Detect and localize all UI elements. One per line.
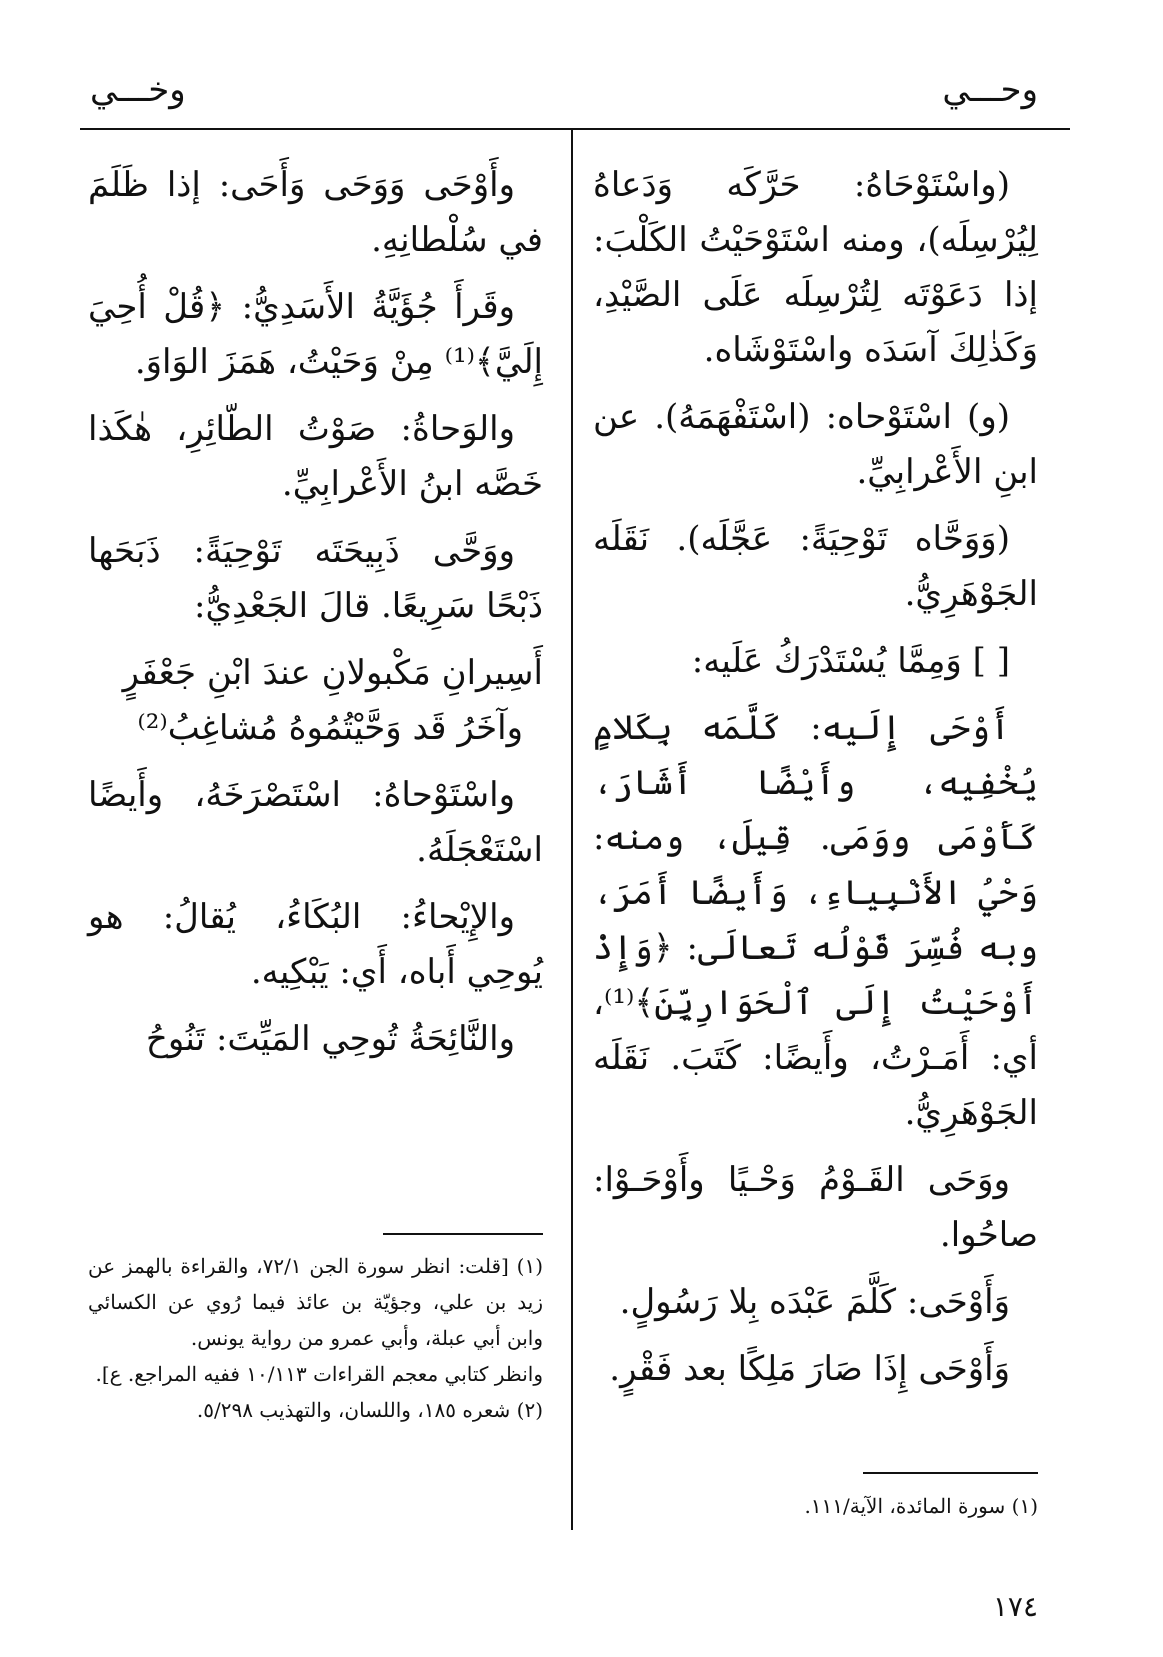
entry-paragraph: والنَّائِحَةُ تُوحِي المَيِّتَ: تَنُوحُ: [145, 1019, 515, 1059]
page-number: ١٧٤: [992, 1590, 1038, 1623]
entry-paragraph: (وَوَحَّاه تَوْحِيَةً: عَجَّلَه). نَقَلَه الجَوْهَرِيُّ.: [593, 519, 1038, 614]
running-header-left: وخـــي: [90, 70, 186, 110]
entry-paragraph: واسْتَوْحاهُ: اسْتَصْرَخَهُ، وأَيضًا اسْتَعْجَلَهُ.: [88, 775, 543, 870]
verse-line: أَسِيرانِ مَكْبولانِ عندَ ابْنِ جَعْفَرٍ: [122, 653, 543, 693]
entry-paragraph: والإِيْحاءُ: البُكَاءُ، يُقالُ: هو يُوحِي أَباه، أَي: يَبْكِيه.: [88, 897, 543, 992]
entry-paragraph: (و) اسْتَوْحاه: (اسْتَفْهَمَهُ). عن ابنِ الأَعْرابِيِّ.: [593, 397, 1038, 492]
entry-paragraph: وأَوْحَى وَوَحَى وَأَحَى: إذا ظَلَمَ في سُلْطانِهِ.: [88, 165, 543, 260]
footnote: (٢) شعره ١٨٥، واللسان، والتهذيب ٥/٢٩٨.: [196, 1398, 543, 1422]
right-column: [593, 158, 1038, 1409]
entry-paragraph: أَوْحَى إِلَيه: كَلَّمَه بِكَلامٍ يُخْفِيه، وأَيْضًا أَشَارَ، كَأَوْمَى ووَمَى. قِيلَ، ومنه: وَحْيُ الأَنْبِياءِ، وَأَيضًا أَمَرَ، وبه فُسِّرَ قَوْلُه تَعالَى: ﴿وَإِذْ أَوْحَيْتُ إِلَى ٱلْحَوَارِيِّنَ﴾⁽¹⁾، أي: أَمَـرْتُ، وأَيضًا: كَتَبَ. نَقَلَه الجَوْهَرِيُّ.: [593, 708, 1038, 1133]
footnote: (١) [قلت: انظر سورة الجن ٧٢/١، والقراءة بالهمز عن زيد بن علي، وجؤيّة بن عائذ فيما رُوي عن الكسائي وابن أبي عبلة، وأبي عمرو من رواية يونس.: [88, 1254, 543, 1350]
entry-paragraph: ووَحَّى ذَبِيحَتَه تَوْحِيَةً: ذَبَحَها ذَبْحًا سَرِيعًا. قالَ الجَعْدِيُّ:: [88, 531, 543, 626]
footnote: وانظر كتابي معجم القراءات ١٠/١١٣ ففيه المراجع. ع].: [95, 1362, 543, 1386]
entry-paragraph: ووَحَى القَـوْمُ وَحْـيًا وأَوْحَـوْا: صاحُوا.: [593, 1160, 1038, 1255]
running-header-right: وحـــي: [942, 70, 1038, 110]
entry-paragraph: وقَرأَ جُؤَيَّةُ الأَسَدِيُّ: ﴿قُلْ أُحِيَ إِلَيَّ﴾⁽¹⁾ مِنْ وَحَيْتُ، هَمَزَ الوَاوَ.: [88, 287, 543, 382]
entry-paragraph: وَأَوْحَى إِذَا صَارَ مَلِكًا بعد فَقْرٍ.: [609, 1349, 1010, 1389]
entry-paragraph: (واسْتَوْحَاهُ: حَرَّكَه وَدَعاهُ لِيُرْسِلَه)، ومنه اسْتَوْحَيْتُ الكَلْبَ: إذا دَعَوْتَه لِتُرْسِلَه عَلَى الصَّيْدِ، وَكَذٰلِكَ آسَدَه واسْتَوْشَاه.: [593, 165, 1038, 370]
footnotes-right: [593, 1488, 1038, 1524]
entry-paragraph: والوَحاةُ: صَوْتُ الطّائِرِ، هٰكَذا خَصَّه ابنُ الأَعْرابِيِّ.: [88, 409, 543, 504]
footnote-rule-left: [383, 1233, 543, 1235]
column-divider: [571, 130, 573, 1530]
left-column: [88, 158, 543, 1079]
entry-paragraph: [ ] وَمِمَّا يُسْتَدْرَكُ عَلَيه:: [691, 641, 1010, 681]
verse-line: وآخَرُ قَد وَحَّيْتُمُوهُ مُشاغِبُ⁽²⁾: [137, 708, 523, 748]
footnote-rule-right: [863, 1472, 1038, 1474]
footnote: (١) سورة المائدة، الآية/١١١.: [804, 1494, 1038, 1518]
header-rule: [80, 128, 1070, 130]
entry-paragraph: وَأَوْحَى: كَلَّمَ عَبْدَه بِلا رَسُولٍ.: [619, 1282, 1010, 1322]
footnotes-left: [88, 1248, 543, 1428]
